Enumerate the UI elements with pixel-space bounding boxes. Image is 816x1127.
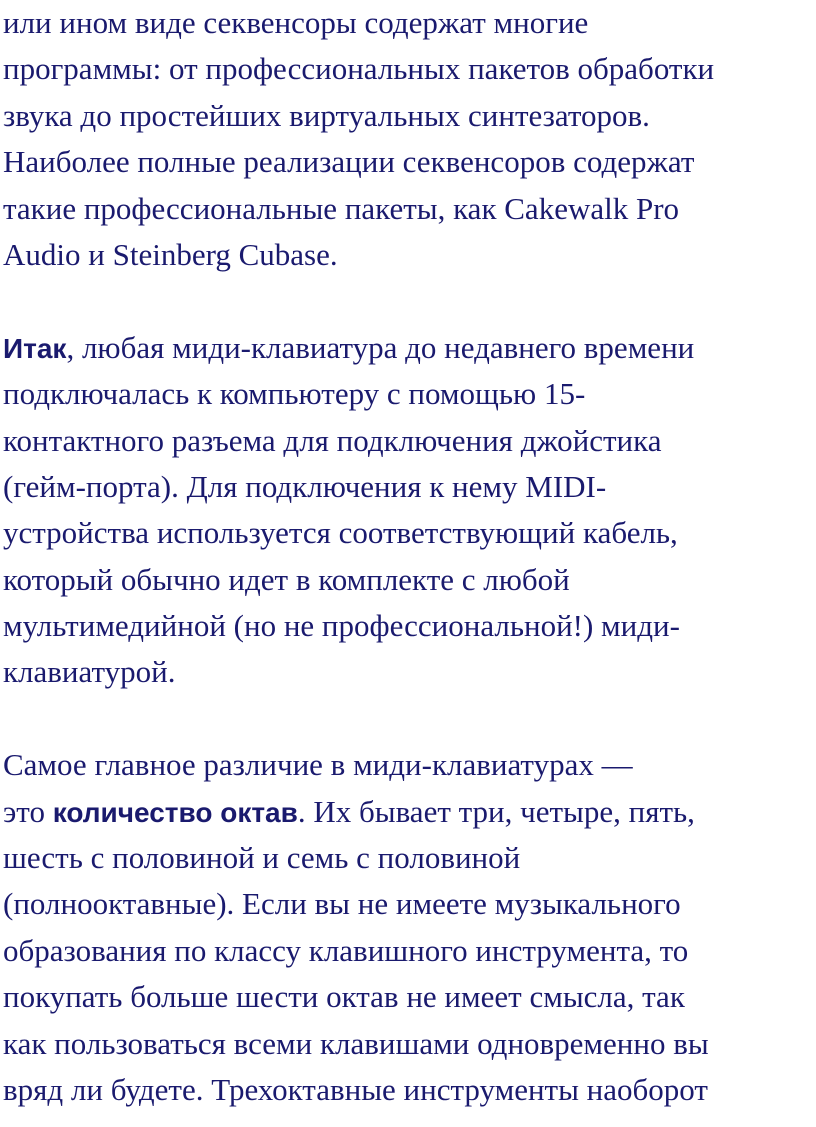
text-line: такие профессиональные пакеты, как Cakewalk Pro xyxy=(3,190,680,226)
paragraph-midi-keyboard xyxy=(3,325,813,696)
text-run: это xyxy=(3,793,53,829)
bold-lead-word: Итак xyxy=(3,332,67,364)
text-line: устройства используется соответствующий кабель, xyxy=(3,515,678,551)
document-page xyxy=(3,0,813,1113)
paragraph-spacer xyxy=(3,696,813,742)
text-line: (полнооктавные). Если вы не имеете музыкального xyxy=(3,886,681,922)
text-line: мультимедийной (но не профессиональной!) миди- xyxy=(3,608,680,644)
text-line xyxy=(3,325,813,371)
text-line: Наиболее полные реализации секвенсоров содержат xyxy=(3,144,695,180)
text-line xyxy=(3,789,813,835)
text-run: . Их бывает три, четыре, пять, xyxy=(297,793,695,829)
bold-phrase: количество октав xyxy=(52,796,298,828)
paragraph-sequencers xyxy=(3,0,813,278)
text-line: который обычно идет в комплекте с любой xyxy=(3,561,570,597)
text-run: , любая миди-клавиатура до недавнего времени xyxy=(66,329,695,365)
text-line: или ином виде секвенсоры содержат многие xyxy=(3,5,589,40)
text-line: Самое главное различие в миди-клавиатурах — xyxy=(3,747,633,783)
text-line: контактного разъема для подключения джойстика xyxy=(3,422,662,458)
text-line: покупать больше шести октав не имеет смысла, так xyxy=(3,979,685,1015)
text-line: как пользоваться всеми клавишами одновременно вы xyxy=(3,1025,709,1061)
text-line: (гейм-порта). Для подключения к нему MIDI- xyxy=(3,468,607,504)
text-line: Audio и Steinberg Cubase. xyxy=(3,236,338,272)
text-line: подключалась к компьютеру с помощью 15- xyxy=(3,376,586,412)
text-line: шесть с половиной и семь с половиной xyxy=(3,840,521,876)
text-line: клавиатурой. xyxy=(3,654,176,690)
text-line: программы: от профессиональных пакетов обработки xyxy=(3,51,715,87)
text-line: образования по классу клавишного инструмента, то xyxy=(3,932,689,968)
text-line: вряд ли будете. Трехоктавные инструменты наоборот xyxy=(3,1071,708,1107)
paragraph-spacer xyxy=(3,278,813,324)
text-line: звука до простейших виртуальных синтезаторов. xyxy=(3,97,650,133)
paragraph-octaves xyxy=(3,742,813,1113)
